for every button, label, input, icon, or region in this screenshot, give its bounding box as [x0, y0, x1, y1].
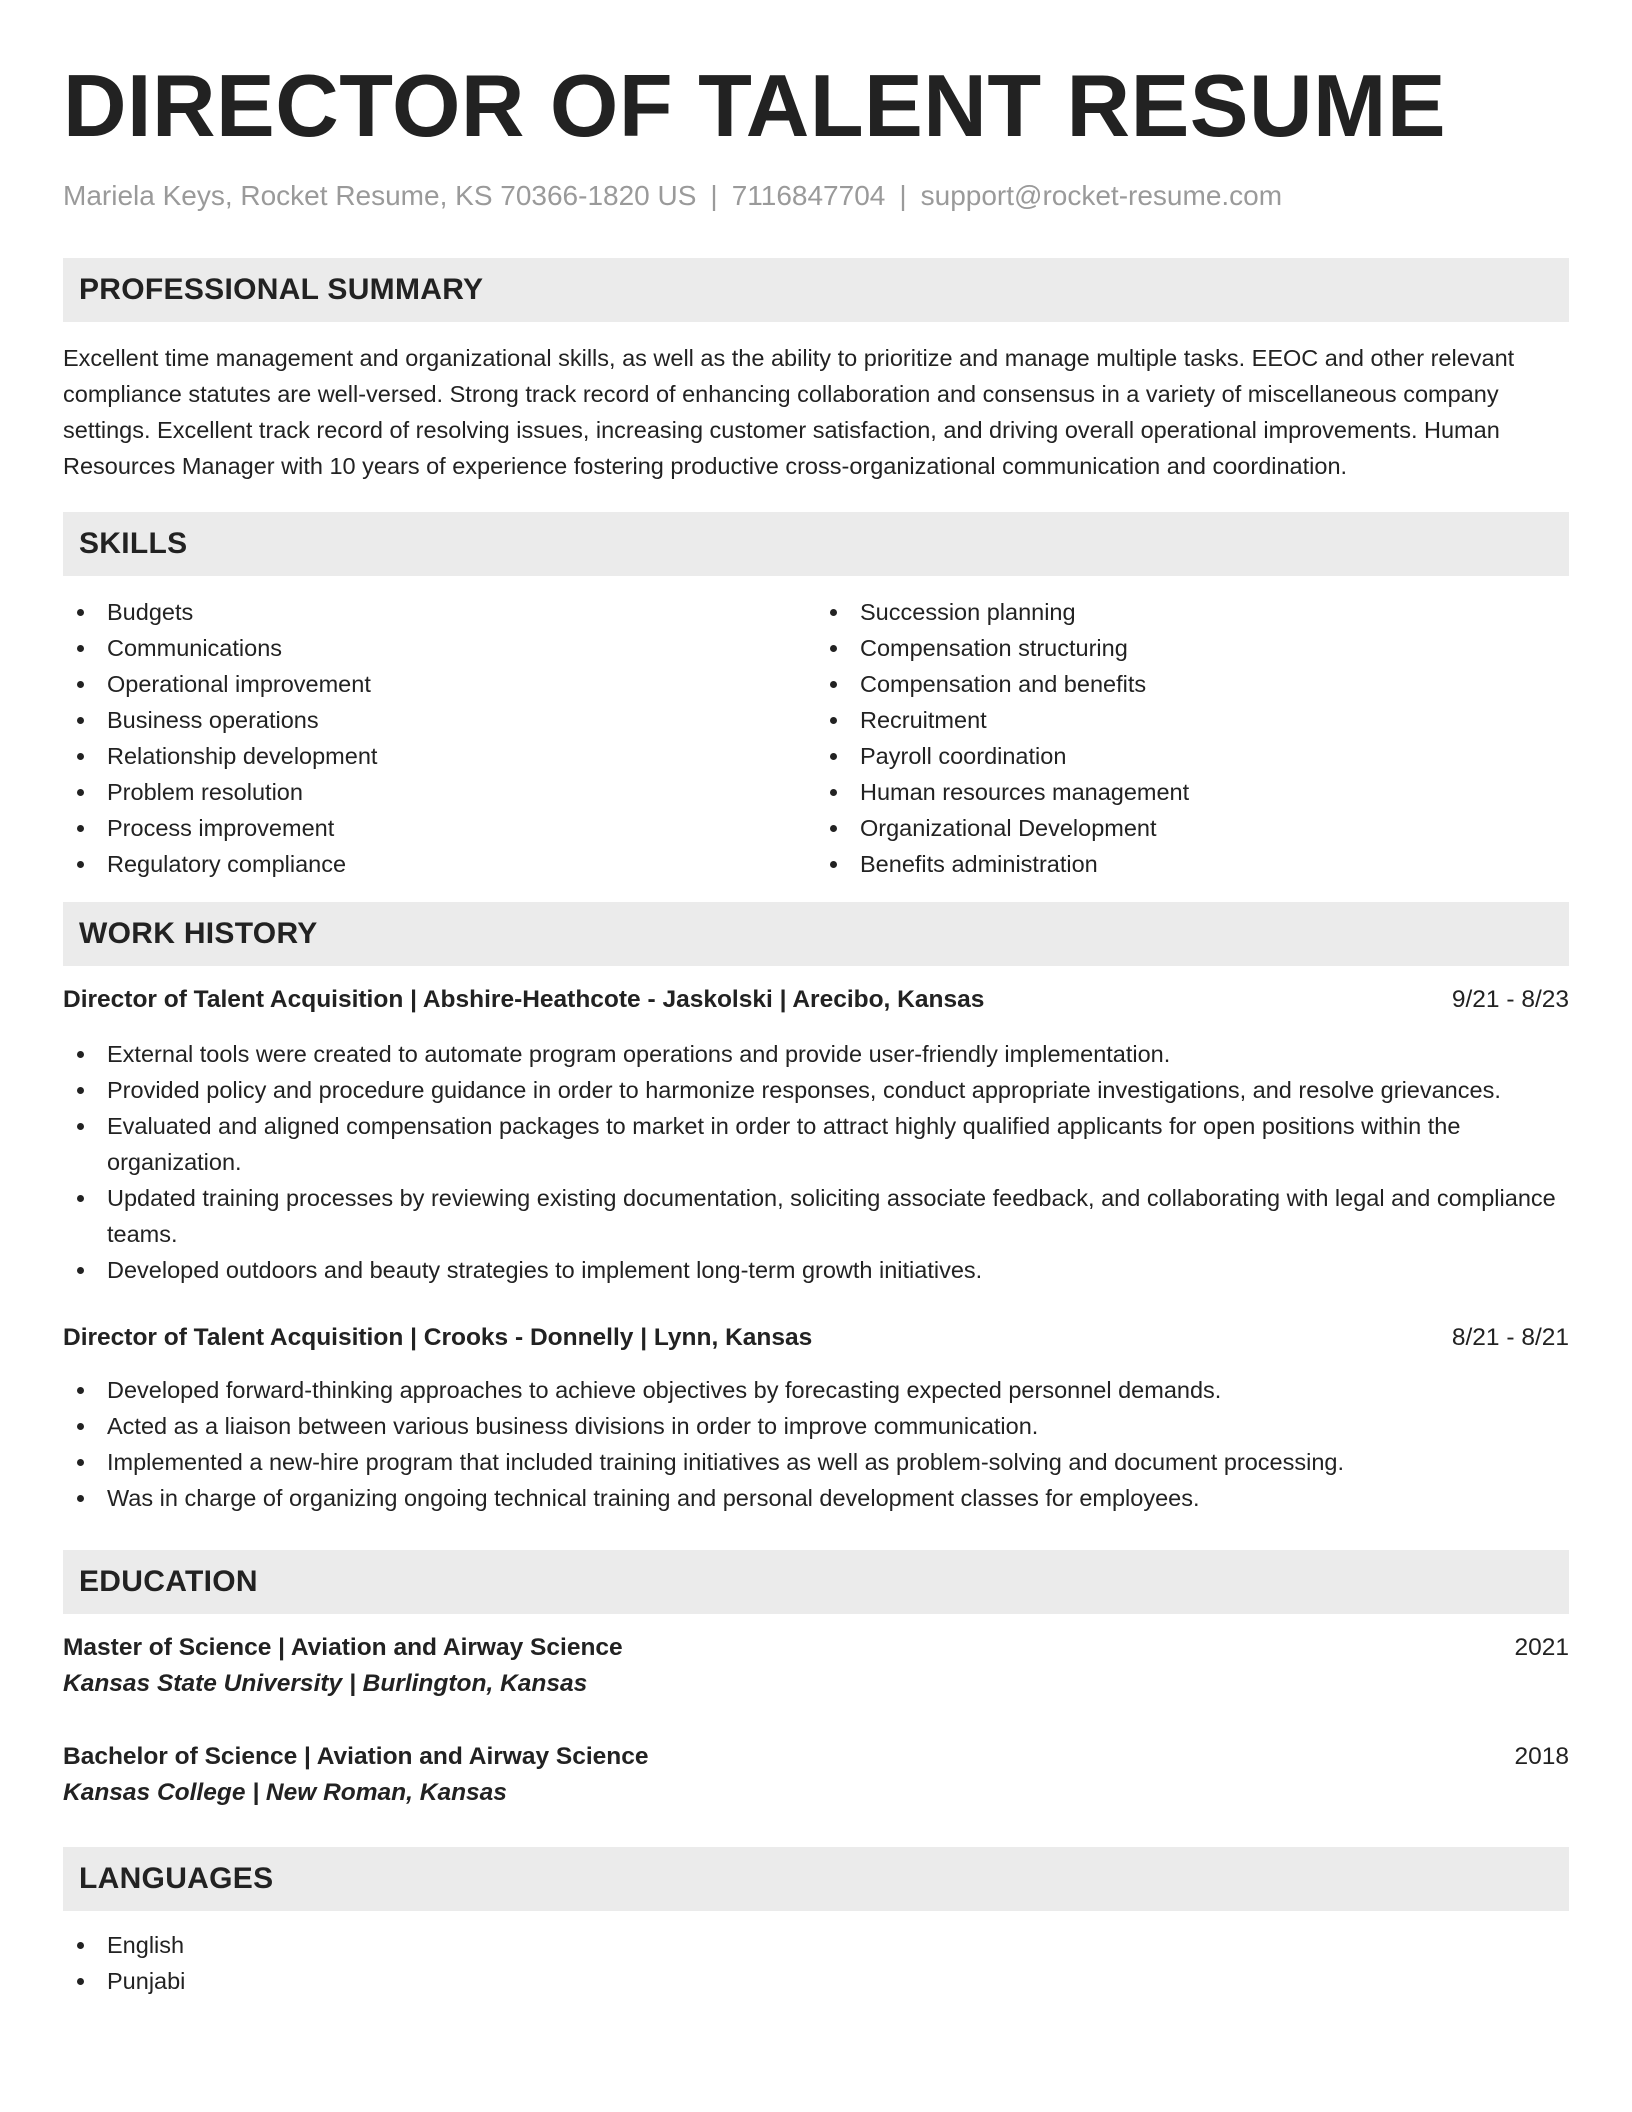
job-entry [63, 1320, 1569, 1516]
contact-phone: 7116847704 [731, 180, 886, 211]
skill-item: Operational improvement [63, 666, 816, 702]
skill-item: Benefits administration [816, 846, 1569, 882]
job-bullet: Updated training processes by reviewing existing documentation, soliciting associate feedback, and collaborating with legal and compliance teams. [63, 1180, 1569, 1252]
skill-item: Relationship development [63, 738, 816, 774]
education-school: Kansas State University | Burlington, Kansas [63, 1670, 588, 1697]
contact-separator: | [899, 180, 907, 211]
job-heading [63, 1320, 1569, 1356]
job-bullet: Implemented a new-hire program that included training initiatives as well as problem-solving and document processing. [63, 1444, 1569, 1480]
job-title: Director of Talent Acquisition | Abshire-Heathcote - Jaskolski | Arecibo, Kansas [63, 986, 985, 1013]
education-degree: Bachelor of Science | Aviation and Airway Science [63, 1743, 649, 1770]
contact-info [63, 178, 1569, 214]
skill-item: Organizational Development [816, 810, 1569, 846]
skill-item: Recruitment [816, 702, 1569, 738]
education-heading [63, 1630, 1569, 1666]
job-bullet: Acted as a liaison between various business divisions in order to improve communication. [63, 1408, 1569, 1444]
education-year: 2021 [1514, 1634, 1569, 1661]
section-header-languages: LANGUAGES [63, 1847, 1569, 1911]
job-bullet: Provided policy and procedure guidance in order to harmonize responses, conduct appropriate investigations, and resolve grievances. [63, 1072, 1569, 1108]
languages-list [63, 1927, 1569, 1999]
contact-separator: | [710, 180, 718, 211]
skill-item: Succession planning [816, 594, 1569, 630]
skills-column-right [816, 594, 1569, 882]
education-school: Kansas College | New Roman, Kansas [63, 1779, 507, 1806]
language-item: Punjabi [63, 1963, 1569, 1999]
summary-text: Excellent time management and organizational skills, as well as the ability to prioritize and manage multiple tasks. EEOC and other relevant compliance statutes are well-versed. Strong track record of enhancing collaboration and consensus in a variety of miscellaneous company settings. Excellent track record of resolving issues, increasing customer satisfaction, and driving overall operational improvements. Human Resources Manager with 10 years of experience fostering productive cross-organizational communication and coordination. [63, 345, 1515, 479]
job-entry [63, 982, 1569, 1288]
education-year: 2018 [1514, 1743, 1569, 1770]
skill-item: Compensation and benefits [816, 666, 1569, 702]
section-header-work-history: WORK HISTORY [63, 902, 1569, 966]
contact-address: Mariela Keys, Rocket Resume, KS 70366-1820 US [63, 180, 697, 211]
job-bullet: Developed outdoors and beauty strategies to implement long-term growth initiatives. [63, 1252, 1569, 1288]
education-heading [63, 1739, 1569, 1775]
job-heading [63, 982, 1569, 1018]
skill-item: Compensation structuring [816, 630, 1569, 666]
job-title: Director of Talent Acquisition | Crooks - Donnelly | Lynn, Kansas [63, 1324, 813, 1351]
education-degree: Master of Science | Aviation and Airway Science [63, 1634, 623, 1661]
skill-item: Process improvement [63, 810, 816, 846]
section-header-education: EDUCATION [63, 1550, 1569, 1614]
section-header-skills: SKILLS [63, 512, 1569, 576]
job-bullet: Was in charge of organizing ongoing technical training and personal development classes for employees. [63, 1480, 1569, 1516]
job-bullet: Evaluated and aligned compensation packages to market in order to attract highly qualified applicants for open positions within the organization. [63, 1108, 1569, 1180]
skill-item: Regulatory compliance [63, 846, 816, 882]
skill-item: Problem resolution [63, 774, 816, 810]
section-header-summary: PROFESSIONAL SUMMARY [63, 258, 1569, 322]
skill-item: Payroll coordination [816, 738, 1569, 774]
skills-column-left [63, 594, 816, 882]
skill-item: Human resources management [816, 774, 1569, 810]
contact-email[interactable]: support@rocket-resume.com [920, 180, 1283, 211]
skill-item: Communications [63, 630, 816, 666]
language-item: English [63, 1927, 1569, 1963]
education-entry [63, 1630, 1569, 1702]
job-dates: 9/21 - 8/23 [1451, 986, 1569, 1013]
skill-item: Business operations [63, 702, 816, 738]
job-dates: 8/21 - 8/21 [1451, 1324, 1569, 1351]
job-bullet: External tools were created to automate program operations and provide user-friendly implementation. [63, 1036, 1569, 1072]
skills-list [63, 594, 1569, 882]
skill-item: Budgets [63, 594, 816, 630]
resume-title: DIRECTOR OF TALENT RESUME [63, 56, 1447, 155]
education-entry [63, 1739, 1569, 1811]
job-bullet: Developed forward-thinking approaches to achieve objectives by forecasting expected personnel demands. [63, 1372, 1569, 1408]
